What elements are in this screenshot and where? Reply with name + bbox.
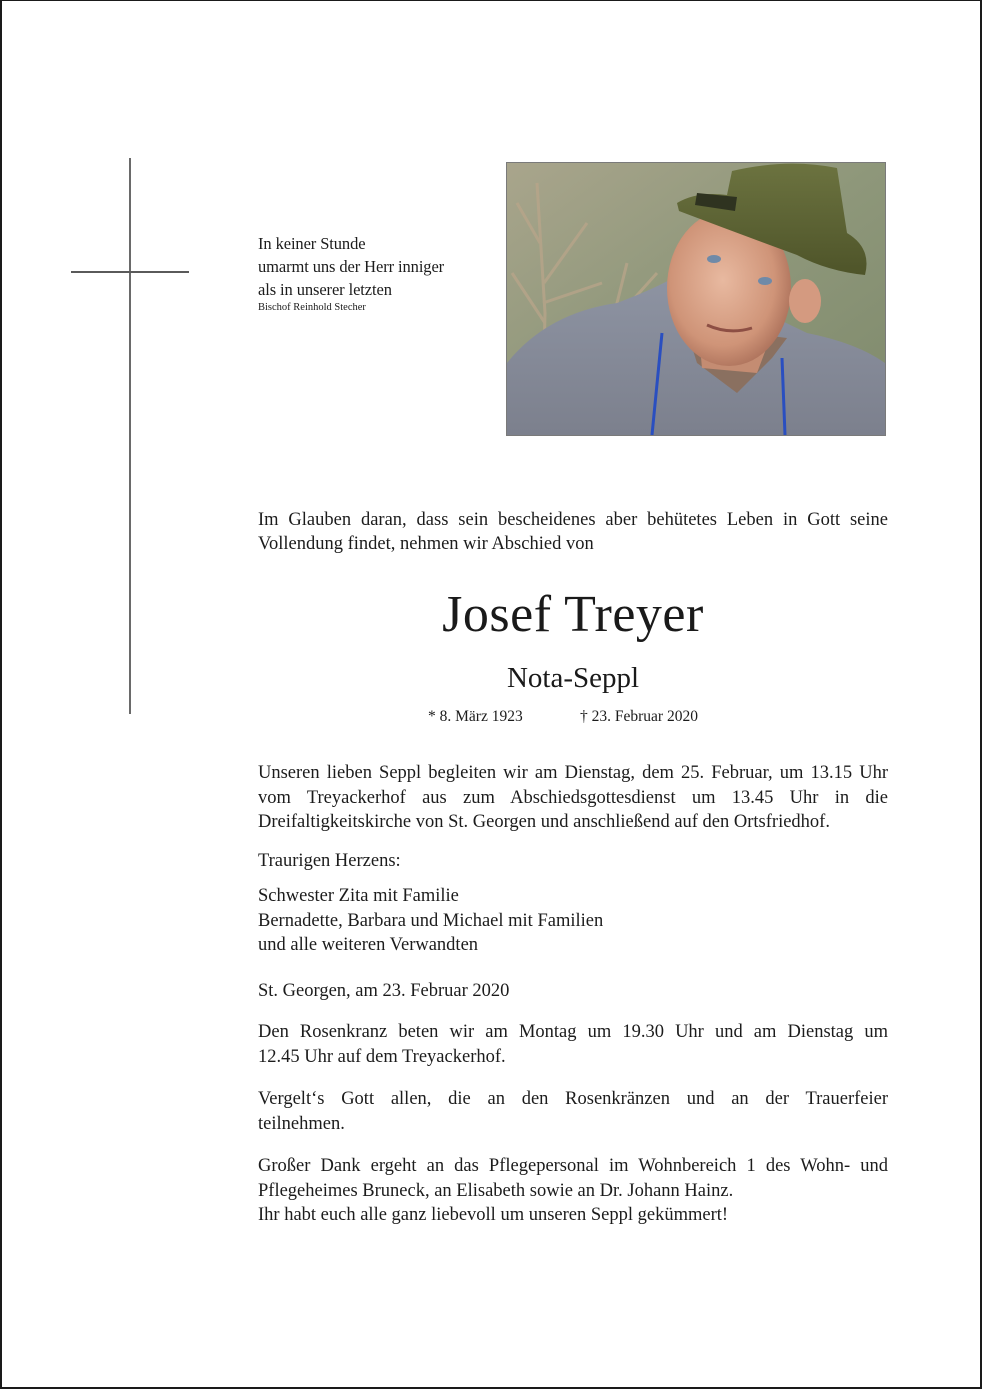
quote-line: In keiner Stunde — [258, 234, 366, 253]
quote-block — [258, 232, 498, 313]
mourner: Schwester Zita mit Familie — [258, 886, 459, 906]
rosary-line: 12.45 Uhr auf dem Treyackerhof. — [258, 1046, 506, 1067]
eye — [707, 255, 721, 263]
thanks-all-line: teilnehmen. — [258, 1113, 345, 1134]
rosary-line: Den Rosenkranz beten wir am Montag um 19.30 Uhr und am Dienstag um — [258, 1022, 888, 1042]
funeral-line: Unseren lieben Seppl begleiten wir am Dienstag, dem 25. Februar, um 13.15 Uhr — [258, 763, 888, 783]
funeral-line: Dreifaltigkeitskirche von St. Georgen und anschließend auf den Ortsfriedhof. — [258, 812, 830, 832]
deceased-nickname: Nota-Seppl — [506, 662, 640, 694]
thanks-care-line: Pflegeheimes Bruneck, an Elisabeth sowie an Dr. Johann Hainz. — [258, 1180, 734, 1201]
intro-text — [258, 508, 888, 556]
cross-vertical-bar — [129, 158, 131, 714]
mourner: Bernadette, Barbara und Michael mit Familien — [258, 910, 604, 931]
rosary-info — [258, 1020, 888, 1069]
funeral-line: vom Treyackerhof aus zum Abschiedsgottesdienst um 13.45 Uhr in die — [258, 787, 888, 808]
funeral-info — [258, 761, 888, 835]
quote-line: umarmt uns der Herr inniger — [258, 257, 445, 276]
thanks-care — [258, 1154, 888, 1228]
deceased-name: Josef Treyer — [442, 586, 704, 643]
eye — [758, 277, 772, 285]
thanks-care-line: Ihr habt euch alle ganz liebevoll um unseren Seppl gekümmert! — [258, 1205, 729, 1225]
thanks-care-line: Großer Dank ergeht an das Pflegepersonal im Wohnbereich 1 des Wohn- und — [258, 1156, 888, 1176]
portrait-illustration — [507, 163, 885, 435]
quote-author: Bischof Reinhold Stecher — [258, 302, 366, 313]
death-date: † 23. Februar 2020 — [580, 708, 698, 725]
thanks-all-line: Vergelt‘s Gott allen, die an den Rosenkränzen und an der Trauerfeier — [258, 1089, 888, 1109]
mourners-list — [258, 884, 888, 958]
thanks-all — [258, 1087, 888, 1136]
ear — [789, 279, 821, 323]
quote-line: als in unserer letzten — [258, 280, 392, 299]
birth-date: * 8. März 1923 — [428, 708, 523, 725]
cross-horizontal-bar — [71, 271, 189, 273]
place-date: St. Georgen, am 23. Februar 2020 — [258, 981, 510, 1001]
intro-line: Im Glauben daran, dass sein bescheidenes aber behütetes Leben in Gott seine — [258, 510, 888, 530]
mourner: und alle weiteren Verwandten — [258, 935, 479, 955]
mourners-heading: Traurigen Herzens: — [258, 851, 401, 871]
portrait-photo — [506, 162, 886, 436]
intro-line: Vollendung findet, nehmen wir Abschied von — [258, 534, 594, 554]
